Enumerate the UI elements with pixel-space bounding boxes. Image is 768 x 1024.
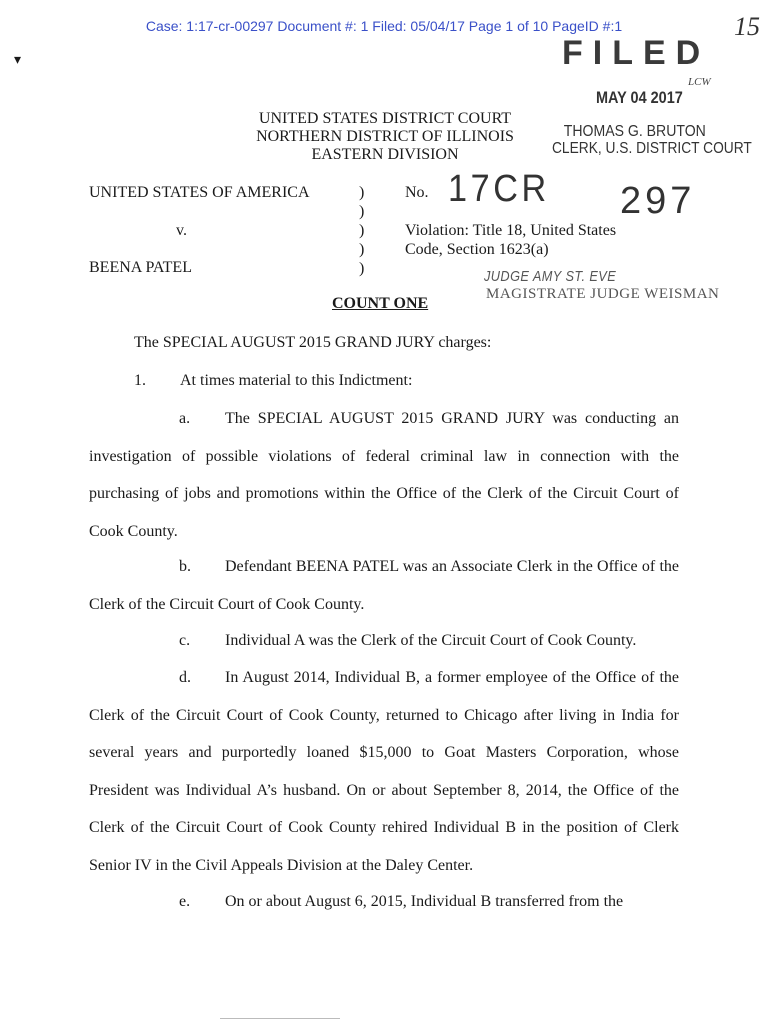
paragraph-b	[89, 548, 679, 623]
court-name: UNITED STATES DISTRICT COURT	[258, 110, 512, 127]
item-number: 1.	[134, 372, 146, 389]
clerk-name-stamp: THOMAS G. BRUTON	[563, 123, 706, 140]
clerk-title-stamp: CLERK, U.S. DISTRICT COURT	[552, 140, 752, 157]
judge-stamp: JUDGE AMY ST. EVE	[484, 268, 617, 285]
violation-line-2: Code, Section 1623(a)	[405, 241, 549, 258]
paragraph-label: a.	[179, 410, 191, 427]
caption-paren: )	[359, 222, 365, 239]
paragraph-text: In August 2014, Individual B, a former employee of the Office of the Clerk of the Circuit Court of Cook County, returned to Chicago after living in India for several years and purportedly loaned $15,000 to Goat Masters Corporation, whose President was Individual A’s husband. On or about September 8, 2014, the Office of the Clerk of the Circuit Court of Cook County rehired Individual B in the position of Clerk Senior IV in the Civil Appeals Division at the Daley Center.	[89, 669, 679, 874]
case-number-label: No.	[405, 184, 429, 201]
handwritten-page-mark: 15	[734, 12, 760, 41]
court-district: NORTHERN DISTRICT OF ILLINOIS	[256, 128, 514, 145]
case-prefix-stamp: 17CR	[448, 168, 550, 210]
grand-jury-charge: The SPECIAL AUGUST 2015 GRAND JURY charges:	[134, 334, 492, 351]
plaintiff-name: UNITED STATES OF AMERICA	[89, 184, 310, 201]
paragraph-label: c.	[179, 632, 191, 649]
paragraph-e	[89, 883, 679, 921]
versus-label: v.	[176, 222, 187, 239]
magistrate-stamp: MAGISTRATE JUDGE WEISMAN	[486, 286, 720, 302]
paragraph-label: b.	[179, 558, 191, 575]
case-number-stamp: 297	[620, 180, 696, 222]
caption-paren: )	[359, 260, 365, 277]
paragraph-text: On or about August 6, 2015, Individual B transferred from the	[225, 893, 624, 910]
case-header-banner: Case: 1:17-cr-00297 Document #: 1 Filed: 05/04/17 Page 1 of 10 PageID #:1	[145, 18, 623, 34]
violation-line-1: Violation: Title 18, United States	[405, 222, 617, 239]
paragraph-label: e.	[179, 893, 191, 910]
court-division: EASTERN DIVISION	[311, 146, 459, 163]
count-title: COUNT ONE	[332, 295, 429, 312]
paragraph-text: The SPECIAL AUGUST 2015 GRAND JURY was conducting an investigation of possible violations of federal criminal law in connection with the purchasing of jobs and promotions within the Office of the Clerk of the Circuit Court of Cook County.	[89, 410, 679, 540]
paragraph-text: Defendant BEENA PATEL was an Associate Clerk in the Office of the Clerk of the Circuit Court of Cook County.	[89, 558, 679, 613]
paragraph-text: Individual A was the Clerk of the Circuit Court of Cook County.	[225, 632, 637, 649]
scan-speck-icon: ▾	[14, 53, 22, 68]
paragraph-a	[89, 400, 679, 550]
defendant-name: BEENA PATEL	[89, 259, 192, 276]
scan-artifact-line	[220, 1018, 340, 1019]
caption-paren: )	[359, 184, 365, 201]
item-text: At times material to this Indictment:	[180, 372, 413, 389]
paragraph-label: d.	[179, 669, 191, 686]
caption-paren: )	[359, 203, 365, 220]
filed-initials: LCW	[688, 76, 711, 88]
paragraph-d	[89, 659, 679, 884]
paragraph-c	[89, 622, 679, 660]
caption-paren: )	[359, 241, 365, 258]
filed-stamp: FILED	[562, 34, 711, 72]
filed-date-stamp: MAY 04 2017	[596, 88, 683, 107]
